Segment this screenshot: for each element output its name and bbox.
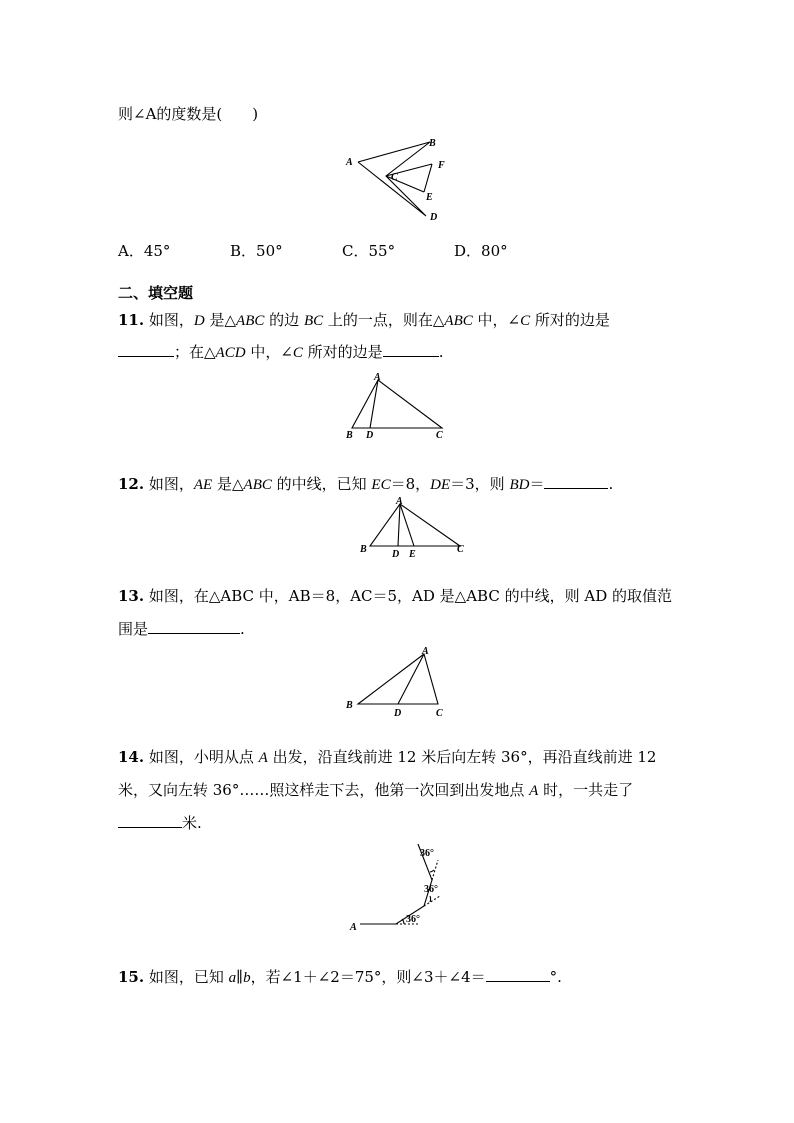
q13-segment-AD [398, 654, 424, 704]
q14-line3: 米. [118, 812, 202, 833]
q14-angle-arc-3 [430, 870, 434, 872]
q14-label-A: A [350, 922, 357, 933]
q14-extension-3 [432, 860, 438, 880]
q12-label-C: C [457, 544, 464, 555]
q14-angle-arc-1 [402, 919, 404, 924]
q12-segment-AD [398, 504, 400, 546]
q11-label-B: B [346, 430, 353, 441]
q14-blank[interactable] [118, 813, 182, 828]
q12-label-A: A [396, 496, 403, 507]
q13-label-C: C [436, 708, 443, 719]
q11-label-D: D [366, 430, 374, 441]
q14-figure [344, 838, 454, 936]
q10-label-A: A [346, 157, 353, 168]
q13-blank[interactable] [148, 619, 240, 634]
q14-line1: 14. 如图，小明从点 A 出发，沿直线前进 12 米后向左转 36°，再沿直线前进 12 [118, 748, 657, 766]
q10-options [118, 240, 508, 261]
q11-label-C: C [436, 430, 443, 441]
q12-figure [352, 494, 472, 560]
q10-label-D: D [430, 212, 438, 223]
q11-figure [340, 370, 456, 444]
q12-blank[interactable] [544, 474, 608, 489]
q14-angle-label-3: 36° [420, 848, 434, 859]
q10-option-b: B．50° [230, 242, 283, 260]
q12-line: 12. 如图，AE 是△ABC 的中线，已知 EC＝8，DE＝3，则 BD＝ . [118, 475, 614, 493]
q13-line2: 围是 . [118, 620, 245, 638]
q11-triangle [352, 380, 442, 428]
q10-label-E: E [426, 192, 433, 203]
q13-figure [342, 644, 458, 722]
q12-segment-AE [400, 504, 414, 546]
q11-line2: ；在△ACD 中，∠C 所对的边是 . [118, 341, 443, 362]
q10-figure [340, 134, 460, 226]
q13-label-B: B [346, 700, 353, 711]
q14-line2: 米，又向左转 36°……照这样走下去，他第一次回到出发地点 A 时，一共走了 [118, 781, 634, 799]
q12-triangle [370, 504, 460, 546]
q10-label-C: C [391, 172, 398, 183]
q11-label-A: A [374, 372, 381, 383]
q13-label-D: D [394, 708, 402, 719]
q11-blank-2[interactable] [383, 342, 439, 357]
q10-edge-FE [424, 164, 432, 192]
section-title: 二、填空题 [118, 284, 194, 302]
q14-angle-label-2: 36° [424, 884, 438, 895]
q12-label-B: B [360, 544, 367, 555]
q10-option-a: A．45° [118, 242, 171, 260]
q15-line: 15. 如图，已知 a∥b，若∠1＋∠2＝75°，则∠3＋∠4＝ °. [118, 968, 562, 986]
q13-label-A: A [422, 646, 429, 657]
q12-label-E: E [409, 549, 416, 560]
q11-blank-1[interactable] [118, 342, 174, 357]
q10-option-d: D．80° [454, 242, 508, 260]
q12-label-D: D [392, 549, 400, 560]
q13-triangle [358, 654, 438, 704]
q11-line1: 11. 如图，D 是△ABC 的边 BC 上的一点，则在△ABC 中，∠C 所对的边是 [118, 311, 610, 329]
q10-stem: 则∠A的度数是( ) [118, 105, 259, 123]
q10-option-c: C．55° [342, 242, 396, 260]
q14-angle-label-1: 36° [406, 914, 420, 925]
q15-blank[interactable] [486, 967, 550, 982]
q10-label-B: B [429, 138, 436, 149]
q14-angle-arc-2 [430, 896, 431, 902]
q10-label-F: F [438, 160, 445, 171]
q13-line1: 13. 如图，在△ABC 中，AB＝8，AC＝5，AD 是△ABC 的中线，则 AD 的取值范 [118, 587, 672, 605]
